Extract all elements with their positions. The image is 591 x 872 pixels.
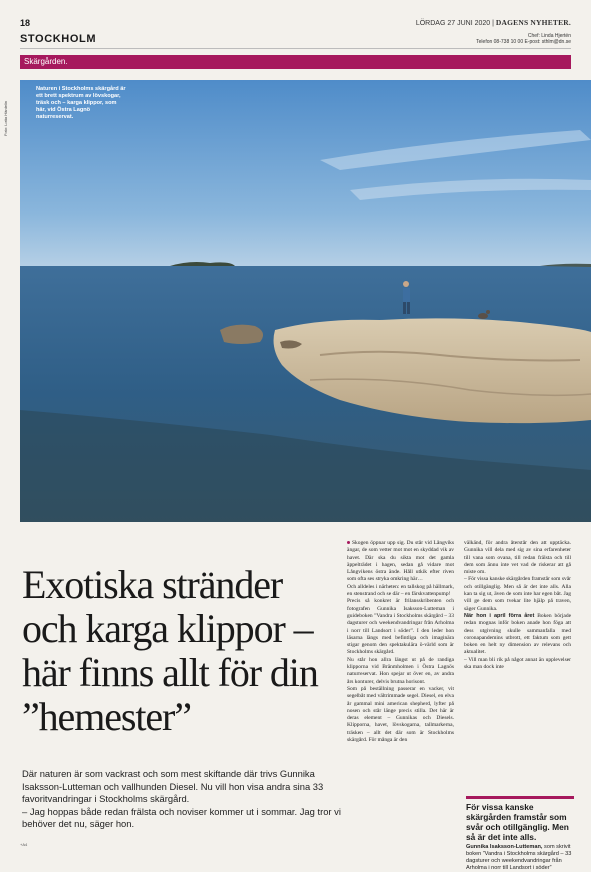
- page-header: [20, 14, 571, 49]
- body-column-1: [347, 540, 454, 744]
- lead-paragraph: Där naturen är som vackrast och som mest skiftande där trivs Gunnika Isaksson-Lutteman och vallhunden Diesel. Nu vill hon visa andra sina 33 favoritvandringar i Stockholms skärgård.: [22, 768, 324, 804]
- editor-info: [476, 33, 571, 45]
- article-headline: Exotiska stränder och karga klippor – här finns allt för din ”hemester”: [22, 561, 318, 739]
- article-lead: [22, 768, 342, 831]
- body-paragraph: [464, 613, 571, 657]
- attribution-text: som skrivit boken ”Vandra i Stockholms skärgård – 33 dagsturer och weekendvandringar från Arholma i norr till Landsort i söder”: [466, 844, 572, 871]
- body-paragraph: välkänd, för andra återstår den att upptäcka. Gunnika vill dela med sig av sina erfarenheter till vana som ovana, till redan frälsta och till dem som ännu inte vet vad de riskerar att gå miste om.: [464, 540, 571, 576]
- boulder: [220, 325, 263, 344]
- lead-quote: – Jag hoppas både redan frälsta och noviser kommer ut i sommar. Jag tror vi behöver det nu, säger hon.: [22, 805, 341, 829]
- contact-line: Telefon 08-738 10 00 E-post: sthlm@dn.se: [476, 39, 571, 45]
- body-paragraph: [347, 540, 454, 584]
- pull-quote-box: [466, 796, 574, 872]
- footer-mark: +A4: [20, 842, 28, 847]
- runin-text: När hon i april förra året: [464, 612, 535, 619]
- body-paragraph: Och alldeles i närheten: en tallskog på hällmark, en stenstrand och se där – en färskvattenpump!: [347, 583, 454, 598]
- newspaper-name: DAGENS NYHETER.: [495, 18, 571, 27]
- pull-quote-attribution: [466, 844, 574, 872]
- editor-line: Chef: Linda Hjertén: [527, 33, 571, 39]
- body-paragraph: – För vissa kanske skärgården framstår som svår och otillgänglig. Men så är det inte alls. Alla kan ta sig ut, även de som inte har egen båt. Jag vill ge dem som tvekar lite hjälp på traven, säger Gunnika.: [464, 576, 571, 612]
- body-paragraph: Som på beställning passerar en vacker, vit segelbåt med vältrimmade segel. Diesel, en elva år gammal mini american shepherd, lyfter på nosen och står länge precis stilla. Det här är deras element – Gunnikas och Diesels. Klipporna, havet, lövskogarna, tallmarkerna, träsken – allt det där som är Stockholms skärgård. För många är den: [347, 685, 454, 744]
- issue-date: LÖRDAG 27 JUNI 2020: [415, 20, 491, 27]
- body-column-2: [464, 540, 571, 671]
- section-band: Skärgården.: [20, 55, 571, 69]
- body-paragraph: Precis så konkret är frilansskribenten och fotografen Gunnika Isaksson-Lutteman i guideboken ”Vandra i Stockholms skärgård – 33 dagsturer och weekendvandringar från Arholma i norr till Landsort i söder”. I den leder hon läsarna längs med befintliga och imaginära stigar genom den spektakulära ö-värld som är Stockholms skärgård.: [347, 598, 454, 656]
- pull-quote: För vissa kanske skärgården framstår som svår och otillgänglig. Men så är det inte alls.: [466, 802, 569, 842]
- body-paragraph: Nu står hon allra längst ut på de randiga klipporna vid Bränmholmen i Östra Lagnös naturreservat. Hon spejar ut över en, av andra års konturer, delvis brutna horisont.: [347, 656, 454, 685]
- photo-credit: Foto: Lotta Härdelin: [3, 100, 8, 136]
- article-photo: [20, 80, 591, 522]
- photo-caption: Naturen i Stockholms skärgård är ett brett spektrum av lövskogar, träsk och – karga klippor, som här, vid Östra Lagnö naturreservat.: [36, 86, 126, 120]
- date-separator: |: [492, 20, 494, 27]
- body-text: Boken började redan mognas inför boken anade hon föga att dess utgivning skulle sammanfalla med coronapandemins utbrott, ett faktum som gett boken en helt ny dimension av relevans och aktualitet.: [464, 612, 572, 656]
- body-text: Skogen öppnar upp sig. Du står vid Långviks ängar, de som vetter mot mot en skyddad vik av havet. Där ska du sikta mot det gamla äppelträdet i hagen, sedan gå vidare mot Långvikens östra ände. Håll utkik efter riven som ofta ses stryka omkring här…: [347, 540, 454, 583]
- archipelago-photo: [20, 80, 591, 522]
- attribution-name: Gunnika Isaksson-Lutteman,: [466, 844, 543, 850]
- body-paragraph: – Vill man bli rik på något annat än upplevelser ska man dock inte: [464, 656, 571, 671]
- start-marker-icon: [347, 541, 350, 544]
- dateline: [416, 18, 571, 27]
- section-title: STOCKHOLM: [20, 33, 97, 45]
- page-number: 18: [20, 18, 31, 28]
